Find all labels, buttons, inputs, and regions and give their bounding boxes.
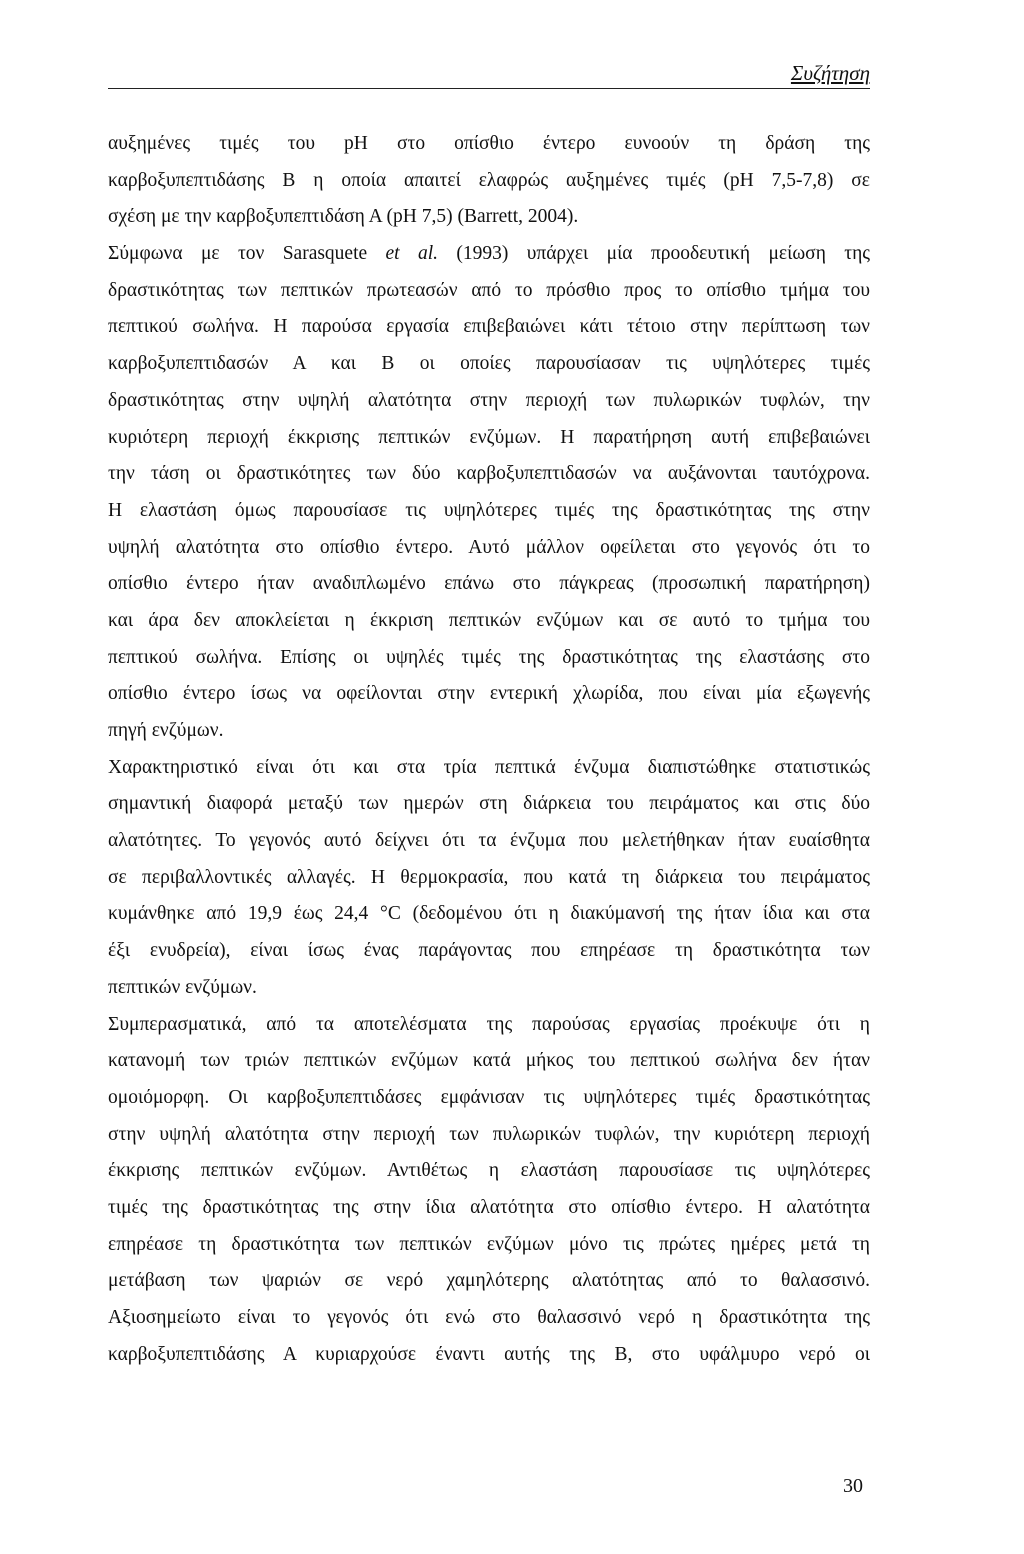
text-line: έκκρισης πεπτικών ενζύμων. Αντιθέτως η ελαστάση παρουσίασε τις υψηλότερες [108, 1160, 870, 1182]
text-line: Σύμφωνα με τον Sarasquete et al. (1993) υπάρχει μία προοδευτική μείωση της [108, 243, 871, 265]
text-line: σημαντική διαφορά μεταξύ των ημερών στη διάρκεια του πειράματος και στις δύο [108, 793, 870, 815]
page-number: 30 [843, 1475, 863, 1497]
text-line: σχέση με την καρβοξυπεπτιδάση Α (pH 7,5) (Barrett, 2004). [108, 206, 579, 228]
text-line: δραστικότητας στην υψηλή αλατότητα στην περιοχή των πυλωρικών τυφλών, την [108, 389, 870, 411]
text-line: καρβοξυπεπτιδασών Α και Β οι οποίες παρουσίασαν τις υψηλότερες τιμές [108, 353, 870, 375]
text-line: οπίσθιο έντερο ίσως να οφείλονται στην εντερική χλωρίδα, που είναι μία εξωγενής [108, 683, 870, 705]
text-line: μετάβαση των ψαριών σε νερό χαμηλότερης αλατότητας από το θαλασσινό. [108, 1270, 870, 1292]
text-line: πεπτικού σωλήνα. Η παρούσα εργασία επιβεβαιώνει κάτι τέτοιο στην περίπτωση των [108, 316, 870, 338]
text-line: πεπτικών ενζύμων. [108, 976, 257, 998]
text-line: τιμές της δραστικότητας της στην ίδια αλατότητα στο οπίσθιο έντερο. Η αλατότητα [108, 1196, 870, 1218]
text-line: κυμάνθηκε από 19,9 έως 24,4 °C (δεδομένου ότι η διακύμανσή της ήταν ίδια και στα [108, 903, 870, 925]
text-line: και άρα δεν αποκλείεται η έκκριση πεπτικών ενζύμων και σε αυτό το τμήμα του [108, 609, 870, 631]
text-line: επηρέασε τη δραστικότητα των πεπτικών ενζύμων μόνο τις πρώτες ημέρες μετά τη [108, 1233, 870, 1255]
text-line: Αξιοσημείωτο είναι το γεγονός ότι ενώ στο θαλασσινό νερό η δραστικότητα της [108, 1307, 870, 1328]
text-line: αυξημένες τιμές του pH στο οπίσθιο έντερο ευνοούν τη δράση της [108, 133, 870, 154]
text-line: Η ελαστάση όμως παρουσίασε τις υψηλότερες τιμές της δραστικότητας της στην [108, 499, 870, 521]
text-line: κυριότερη περιοχή έκκρισης πεπτικών ενζύμων. Η παρατήρηση αυτή επιβεβαιώνει [108, 426, 870, 448]
text-line: στην υψηλή αλατότητα στην περιοχή των πυλωρικών τυφλών, την κυριότερη περιοχή [108, 1123, 870, 1145]
text-line: κατανομή των τριών πεπτικών ενζύμων κατά μήκος του πεπτικού σωλήνα δεν ήταν [108, 1050, 870, 1072]
text-line: υψηλή αλατότητα στο οπίσθιο έντερο. Αυτό μάλλον οφείλεται στο γεγονός ότι το [108, 536, 870, 558]
section-title: Συζήτηση [790, 61, 870, 85]
paragraph [108, 1007, 870, 1374]
paragraph [108, 126, 870, 236]
text-line: δραστικότητας των πεπτικών πρωτεασών από το πρόσθιο προς το οπίσθιο τμήμα του [108, 279, 870, 301]
text-line: οπίσθιο έντερο ήταν αναδιπλωμένο επάνω στο πάγκρεας (προσωπική παρατήρηση) [108, 573, 870, 595]
text-line: αλατότητες. Το γεγονός αυτό δείχνει ότι τα ένζυμα που μελετήθηκαν ήταν ευαίσθητα [108, 830, 870, 852]
text-line: Χαρακτηριστικό είναι ότι και στα τρία πεπτικά ένζυμα διαπιστώθηκε στατιστικώς [108, 756, 870, 778]
paragraph [108, 236, 870, 750]
paragraph [108, 750, 870, 1007]
italic-term: et al. [385, 243, 439, 265]
text-line: καρβοξυπεπτιδάσης Β η οποία απαιτεί ελαφρώς αυξημένες τιμές (pH 7,5-7,8) σε [108, 169, 870, 191]
text-line: σε περιβαλλοντικές αλλαγές. Η θερμοκρασία, που κατά τη διάρκεια του πειράματος [108, 866, 870, 888]
text-line: πεπτικού σωλήνα. Επίσης οι υψηλές τιμές της δραστικότητας της ελαστάσης στο [108, 646, 870, 668]
text-line: ομοιόμορφη. Οι καρβοξυπεπτιδάσες εμφάνισαν τις υψηλότερες τιμές δραστικότητας [108, 1086, 870, 1108]
text-line: πηγή ενζύμων. [108, 720, 224, 741]
text-line: Συμπερασματικά, από τα αποτελέσματα της παρούσας εργασίας προέκυψε ότι η [108, 1013, 870, 1035]
body-text [108, 126, 870, 1373]
text-line: έξι ενυδρεία), είναι ίσως ένας παράγοντας που επηρέασε τη δραστικότητα των [108, 940, 870, 962]
text-line: την τάση οι δραστικότητες των δύο καρβοξυπεπτιδασών να αυξάνονται ταυτόχρονα. [108, 463, 870, 485]
running-header [108, 58, 870, 89]
text-line: καρβοξυπεπτιδάσης Α κυριαρχούσε έναντι αυτής της Β, στο υφάλμυρο νερό οι [108, 1343, 870, 1365]
